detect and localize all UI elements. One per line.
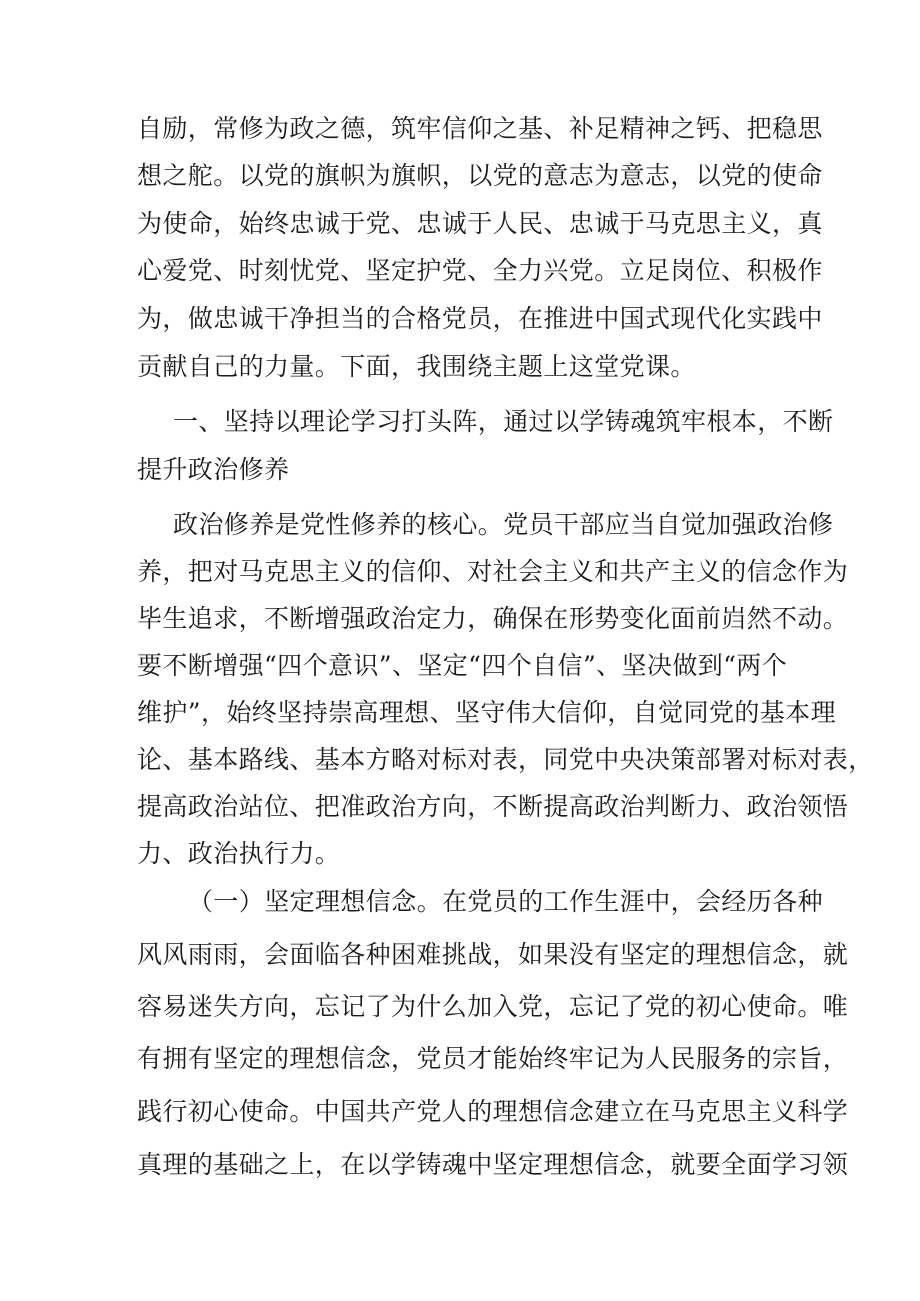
subsection-para-line-1: （一）坚定理想信念。在党员的工作生涯中，会经历各种 bbox=[188, 887, 824, 916]
section-para-line-1: 政治修养是党性修养的核心。党员干部应当自觉加强政治修 bbox=[173, 510, 834, 539]
intro-line-1: 自励，常修为政之德，筑牢信仰之基、补足精神之钙、把稳思 bbox=[137, 114, 823, 143]
subsection-para-line-5: 践行初心使命。中国共产党人的理想信念建立在马克思主义科学 bbox=[137, 1097, 849, 1126]
intro-line-3: 为使命，始终忠诚于党、忠诚于人民、忠诚于马克思主义，真 bbox=[137, 209, 823, 238]
subsection-para-line-6: 真理的基础之上，在以学铸魂中坚定理想信念，就要全面学习领 bbox=[137, 1150, 849, 1179]
intro-line-4: 心爱党、时刻忧党、坚定护党、全力兴党。立足岗位、积极作 bbox=[137, 256, 823, 285]
intro-line-5: 为，做忠诚干净担当的合格党员，在推进中国式现代化实践中 bbox=[137, 304, 823, 333]
section-para-line-2: 养，把对马克思主义的信仰、对社会主义和共产主义的信念作为 bbox=[137, 557, 849, 586]
section-para-line-6: 论、基本路线、基本方略对标对表，同党中央决策部署对标对表， bbox=[137, 745, 874, 774]
subsection-para-line-3: 容易迷失方向，忘记了为什么加入党，忘记了党的初心使命。唯 bbox=[137, 992, 849, 1021]
section-para-line-4: 要不断增强“四个意识”、坚定“四个自信”、坚决做到“两个 bbox=[137, 651, 788, 680]
intro-line-6: 贡献自己的力量。下面，我围绕主题上这堂党课。 bbox=[137, 352, 696, 381]
section-para-line-8: 力、政治执行力。 bbox=[137, 839, 341, 868]
section-heading-line-2: 提升政治修养 bbox=[137, 455, 290, 484]
intro-line-2: 想之舵。以党的旗帜为旗帜，以党的意志为意志，以党的使命 bbox=[137, 161, 823, 190]
section-para-line-5: 维护”，始终坚持崇高理想、坚守伟大信仰，自觉同党的基本理 bbox=[137, 698, 836, 727]
subsection-para-line-2: 风风雨雨，会面临各种困难挑战，如果没有坚定的理想信念，就 bbox=[137, 940, 849, 969]
section-para-line-7: 提高政治站位、把准政治方向，不断提高政治判断力、政治领悟 bbox=[137, 792, 849, 821]
subsection-para-line-4: 有拥有坚定的理想信念，党员才能始终牢记为人民服务的宗旨， bbox=[137, 1044, 849, 1073]
section-para-line-3: 毕生追求，不断增强政治定力，确保在形势变化面前岿然不动。 bbox=[137, 604, 849, 633]
section-heading-line-1: 一、坚持以理论学习打头阵，通过以学铸魂筑牢根本，不断 bbox=[173, 407, 834, 436]
